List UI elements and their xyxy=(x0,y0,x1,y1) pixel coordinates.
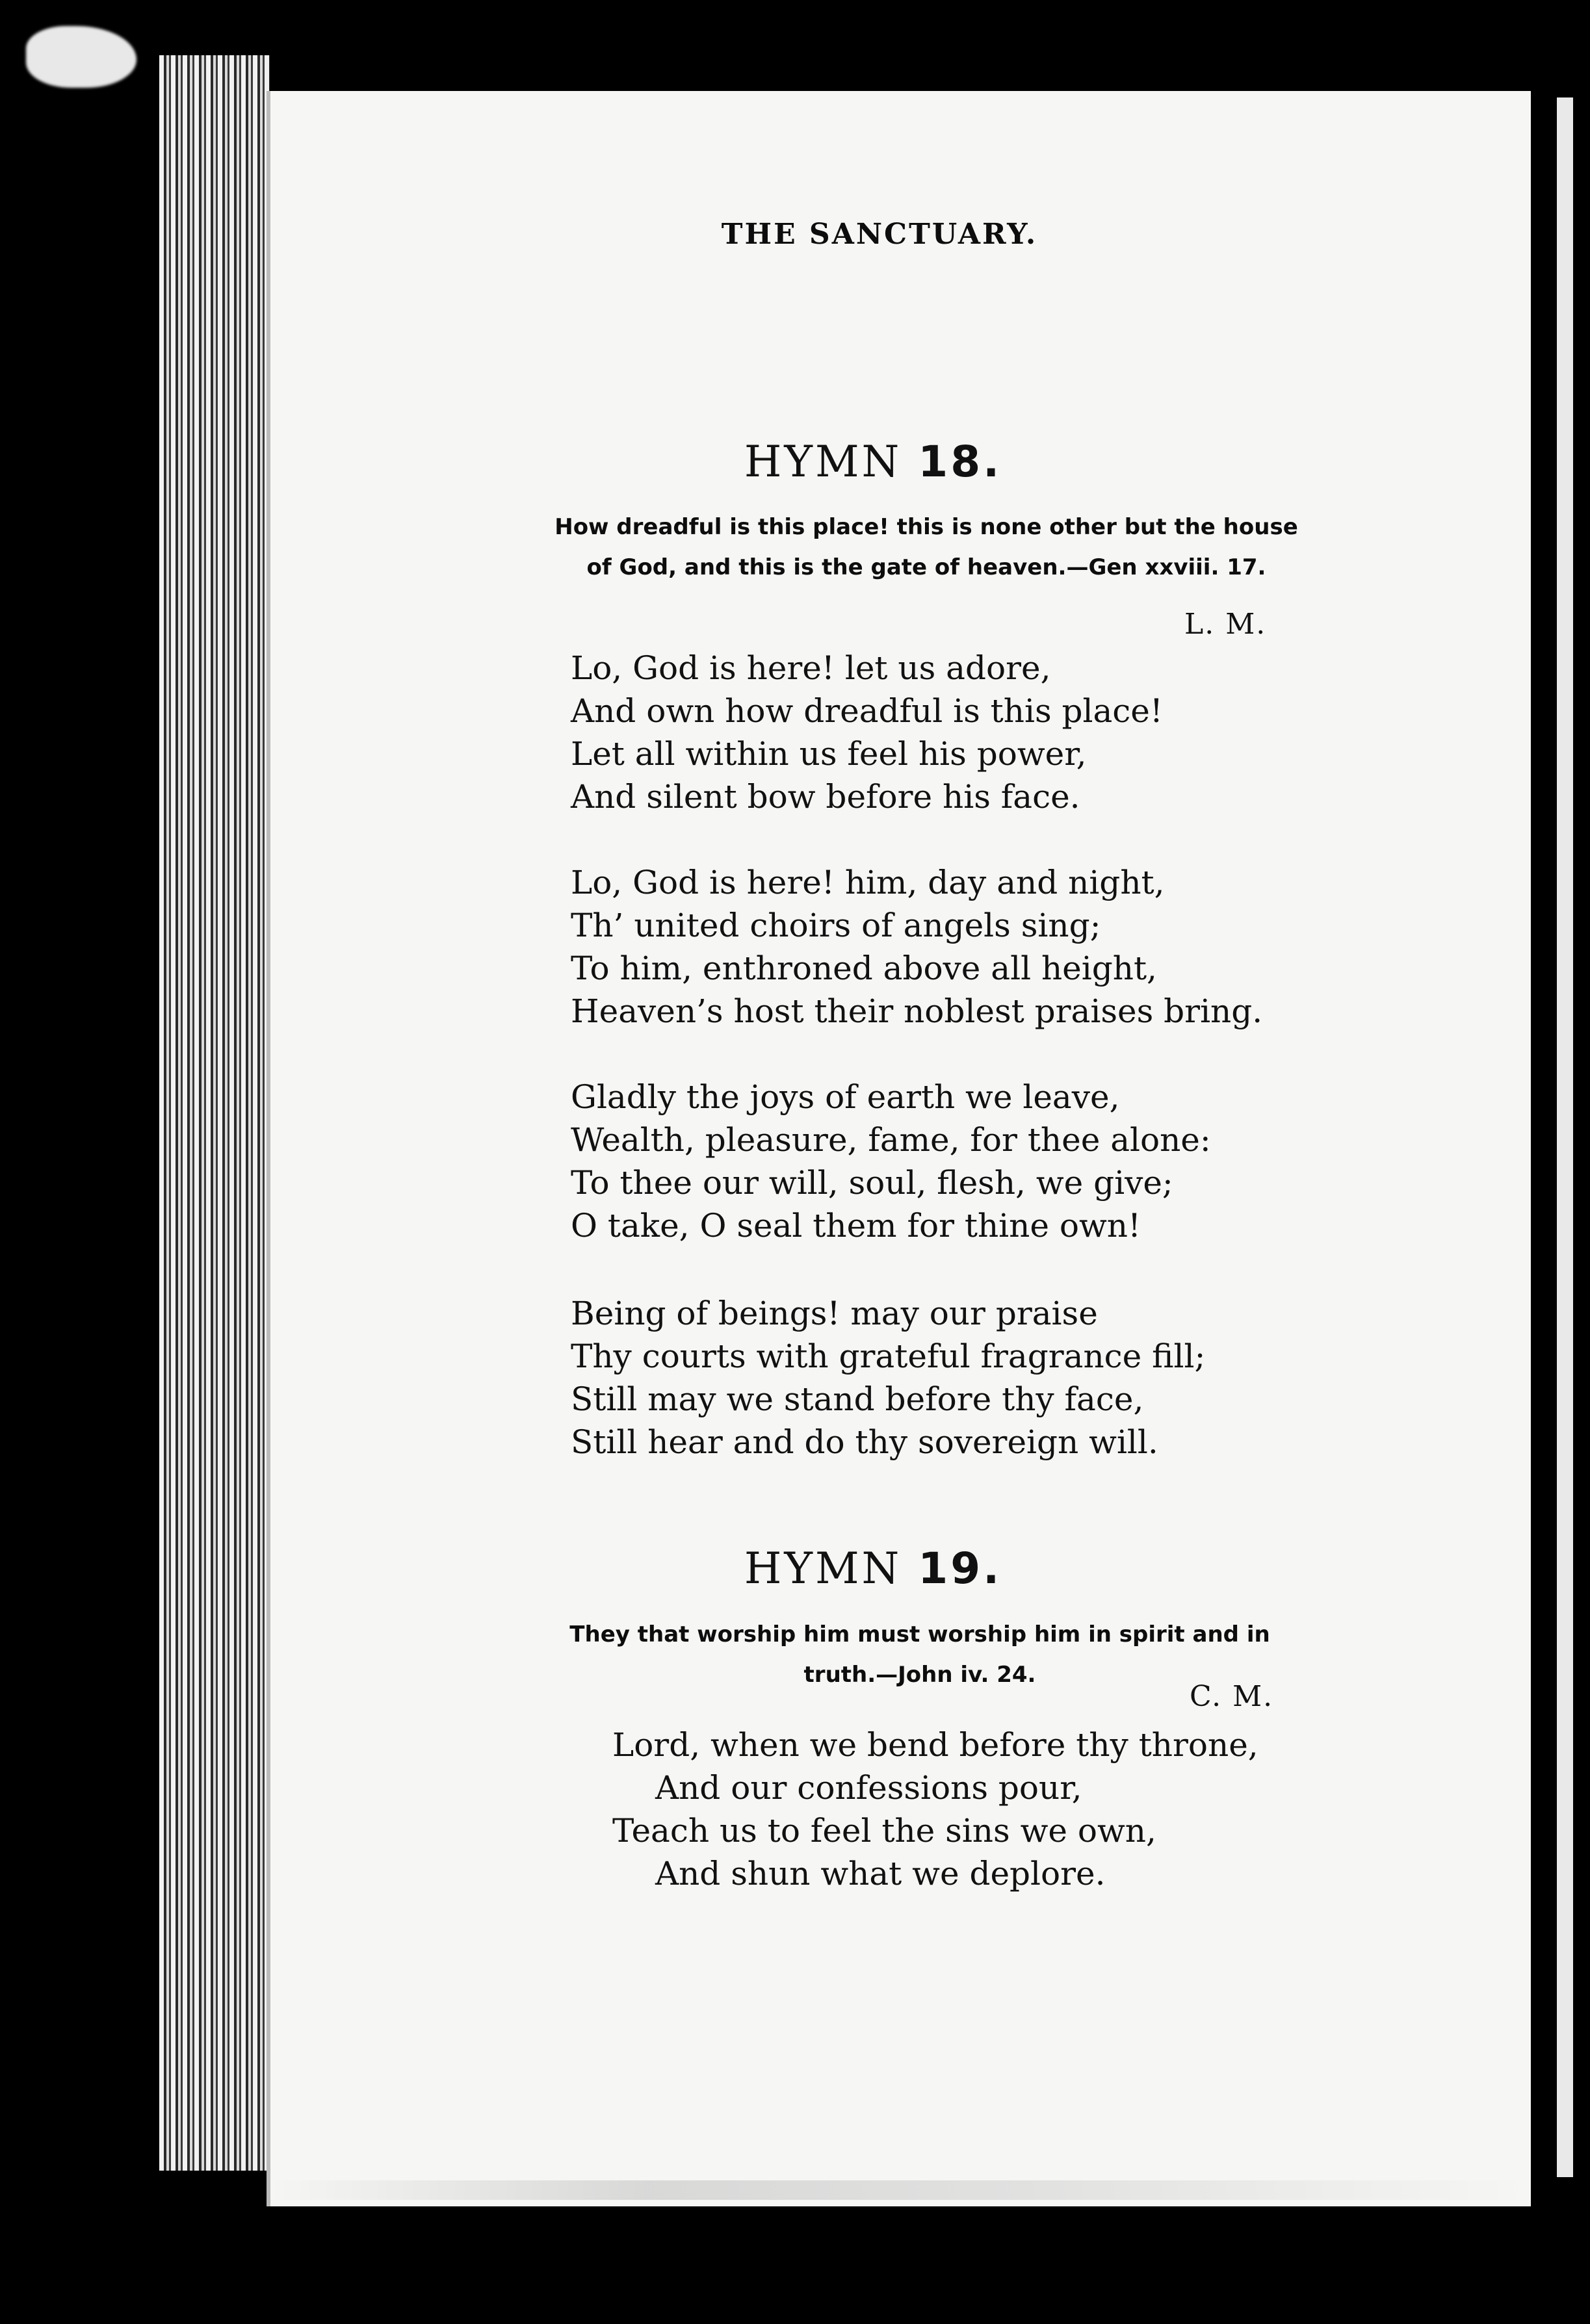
hymn-18-epigraph-line: of God, and this is the gate of heaven.—Gen xxviii. 17. xyxy=(586,554,1266,580)
page-bottom-smudge xyxy=(267,2180,1531,2200)
verse-line: Lo, God is here! him, day and night, xyxy=(571,864,1165,901)
hymn-19-meter: C. M. xyxy=(1190,1680,1274,1713)
verse-line: Lo, God is here! let us adore, xyxy=(571,649,1051,687)
verse-line: Wealth, pleasure, fame, for thee alone: xyxy=(571,1121,1211,1159)
hymn-18-epigraph xyxy=(501,507,1352,587)
hymn-18-stanza-1 xyxy=(571,647,1163,818)
running-head: THE SANCTUARY. xyxy=(721,218,1038,251)
scan-artifact xyxy=(26,26,137,88)
hymn-18-title-word: HYMN xyxy=(744,437,902,487)
verse-line: And silent bow before his face. xyxy=(571,778,1080,816)
verse-line: Still hear and do thy sovereign will. xyxy=(571,1423,1158,1461)
verse-line: Lord, when we bend before thy throne, xyxy=(612,1726,1258,1764)
facing-page-edge xyxy=(1557,97,1573,2177)
hymn-18-epigraph-line: How dreadful is this place! this is none other but the house xyxy=(554,514,1298,540)
hymn-19-number: 19. xyxy=(918,1543,1002,1594)
verse-line: Th’ united choirs of angels sing; xyxy=(571,907,1101,944)
verse-line: To thee our will, soul, flesh, we give; xyxy=(571,1164,1173,1202)
hymn-19-title-word: HYMN xyxy=(744,1543,902,1594)
hymn-19-title xyxy=(0,1543,1590,1594)
verse-line: And shun what we deplore. xyxy=(655,1855,1106,1892)
hymn-19-epigraph-line: truth.—John iv. 24. xyxy=(803,1662,1036,1688)
verse-line: Still may we stand before thy face, xyxy=(571,1380,1144,1418)
verse-line: And our confessions pour, xyxy=(655,1769,1082,1807)
hymn-18-stanza-2 xyxy=(571,861,1262,1033)
hymn-18-stanza-3 xyxy=(571,1076,1211,1247)
verse-line: Teach us to feel the sins we own, xyxy=(612,1812,1156,1850)
hymn-18-stanza-4 xyxy=(571,1292,1205,1464)
verse-line: Heaven’s host their noblest praises bring. xyxy=(571,992,1263,1030)
verse-line: Gladly the joys of earth we leave, xyxy=(571,1078,1120,1116)
verse-line: Being of beings! may our praise xyxy=(571,1295,1098,1332)
verse-line: O take, O seal them for thine own! xyxy=(571,1207,1141,1245)
verse-line: Thy courts with grateful fragrance fill; xyxy=(571,1337,1206,1375)
hymn-19-epigraph-line: They that worship him must worship him in spirit and in xyxy=(569,1621,1270,1647)
hymn-18-meter: L. M. xyxy=(1184,608,1267,641)
hymn-18-number: 18. xyxy=(918,437,1002,487)
hymn-19-stanza-1 xyxy=(612,1724,1258,1895)
verse-line: Let all within us feel his power, xyxy=(571,735,1087,773)
book-page-edges xyxy=(159,55,270,2171)
verse-line: To him, enthroned above all height, xyxy=(571,949,1157,987)
hymn-18-title xyxy=(0,437,1590,487)
verse-line: And own how dreadful is this place! xyxy=(571,692,1163,730)
